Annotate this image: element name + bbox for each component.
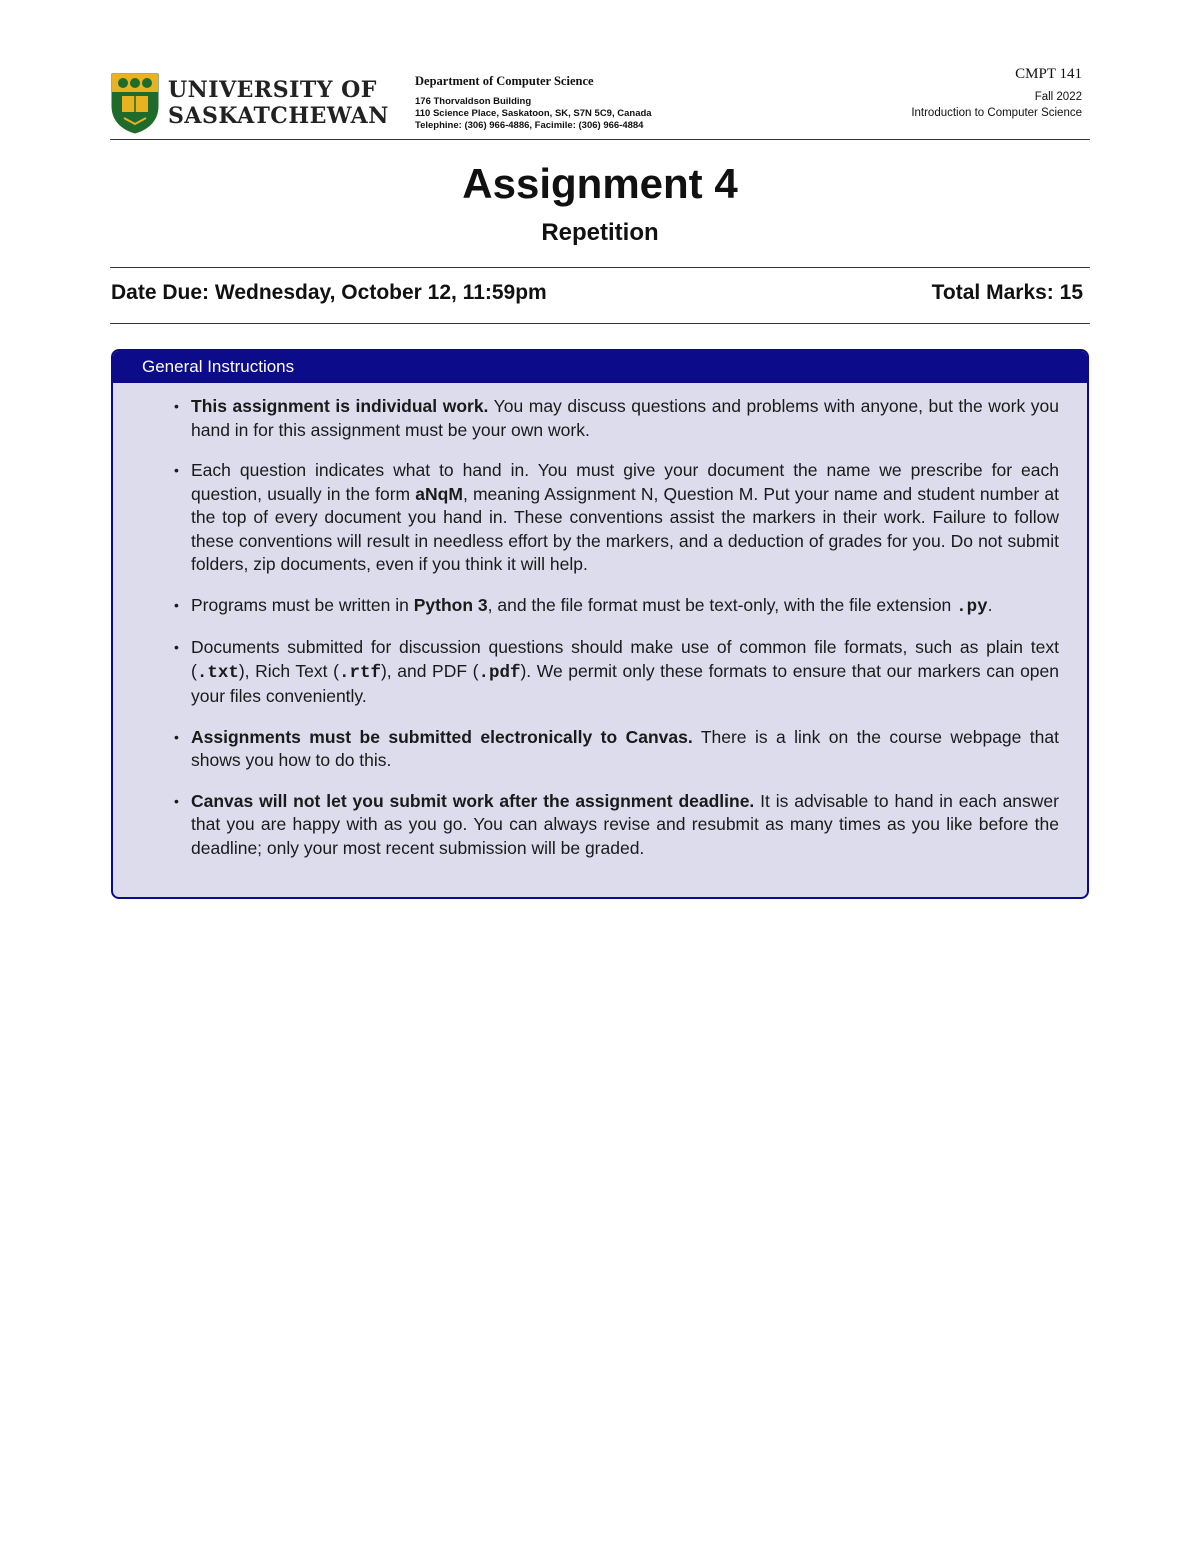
due-date-value: Wednesday, October 12, 11:59pm bbox=[214, 281, 547, 304]
list-item bbox=[174, 636, 1060, 709]
list-item bbox=[174, 726, 1059, 773]
list-item bbox=[174, 459, 1060, 577]
due-date-label: Date Due: bbox=[111, 281, 210, 304]
item-text: Each question indicates what to hand in. You must give your document the name we prescribe for each question, usually in the form bbox=[191, 460, 1059, 504]
list-item bbox=[174, 594, 1059, 620]
total-marks-label: Total Marks: bbox=[931, 281, 1054, 304]
course-term: Fall 2022 bbox=[1034, 91, 1082, 103]
university-name-line2: SASKATCHEWAN bbox=[168, 103, 389, 129]
instructions-list bbox=[113, 383, 1087, 860]
bullet-icon: • bbox=[174, 639, 179, 655]
page-title: Assignment 4 bbox=[462, 160, 738, 207]
item-text: You may discuss questions and problems with anyone, but the work you hand in for this assignment must be your own work. bbox=[191, 396, 1059, 440]
address-line-3: Telephine: (306) 966-4886, Facimile: (306) 966-4884 bbox=[415, 120, 644, 131]
item-text: , and the file format must be text-only, with the file extension bbox=[487, 594, 957, 615]
bullet-icon: • bbox=[174, 462, 179, 478]
course-code: CMPT 141 bbox=[1015, 66, 1082, 82]
item-emphasis: Python 3 bbox=[413, 594, 488, 615]
item-text: There is a link on the course webpage that shows you how to do this. bbox=[191, 726, 1059, 770]
item-text: , meaning Assignment N, Question M. Put your name and student number at the top of every document you hand in. These conventions assist the markers in their work. Failure to follow these conventions will result in needless effort by the markers, and a deduction of grades for you. Do not submit folders, zip documents, even if you think it will help. bbox=[191, 483, 1060, 574]
page-header bbox=[110, 66, 1090, 140]
item-emphasis: Canvas will not let you submit work after the assignment deadline. bbox=[191, 790, 755, 811]
bullet-icon: • bbox=[174, 792, 179, 809]
item-text: It is advisable to hand in each answer that you are happy with as you go. You can always revise and resubmit as many times as you like before the deadline; only your most recent submission will be graded. bbox=[191, 790, 1059, 858]
item-text: ), Rich Text ( bbox=[238, 660, 339, 681]
university-wordmark bbox=[168, 77, 389, 129]
shield-icon bbox=[110, 72, 160, 134]
bullet-icon: • bbox=[174, 596, 179, 613]
course-block bbox=[911, 66, 1082, 119]
item-text: . bbox=[987, 594, 993, 615]
file-extension-code: .txt bbox=[196, 662, 239, 683]
page-subtitle: Repetition bbox=[541, 219, 659, 246]
general-instructions-box bbox=[111, 349, 1089, 899]
item-emphasis: This assignment is individual work. bbox=[191, 396, 489, 416]
university-name-line1: UNIVERSITY OF bbox=[168, 77, 377, 103]
file-extension-code: .rtf bbox=[338, 662, 381, 683]
list-item bbox=[174, 790, 1059, 861]
title-divider bbox=[110, 267, 1090, 268]
item-text: Documents submitted for discussion questions should make use of common file formats, such as plain text ( bbox=[191, 637, 1059, 681]
item-emphasis: Assignments must be submitted electronically to Canvas. bbox=[191, 726, 693, 747]
item-text: ), and PDF ( bbox=[380, 660, 479, 681]
due-divider bbox=[110, 323, 1090, 324]
total-marks bbox=[932, 281, 1083, 305]
general-instructions-heading: General Instructions bbox=[113, 351, 1087, 383]
file-extension-code: .py bbox=[956, 596, 988, 617]
bullet-icon: • bbox=[174, 728, 179, 745]
department-name: Department of Computer Science bbox=[415, 74, 594, 88]
item-text: ). We permit only these formats to ensure that our markers can open your files conveniently. bbox=[191, 660, 1060, 706]
item-text: Programs must be written in bbox=[191, 594, 414, 615]
address-line-2: 110 Science Place, Saskatoon, SK, S7N 5C9, Canada bbox=[415, 108, 652, 119]
list-item bbox=[174, 395, 1059, 442]
file-extension-code: .pdf bbox=[478, 662, 521, 683]
department-block bbox=[415, 74, 652, 132]
header-divider bbox=[110, 139, 1090, 140]
item-emphasis: aNqM bbox=[415, 483, 463, 504]
bullet-icon: • bbox=[174, 398, 179, 414]
total-marks-value: 15 bbox=[1059, 281, 1083, 304]
address-line-1: 176 Thorvaldson Building bbox=[415, 96, 532, 107]
university-logo bbox=[110, 72, 389, 134]
due-date bbox=[111, 281, 547, 305]
course-name: Introduction to Computer Science bbox=[911, 107, 1082, 119]
